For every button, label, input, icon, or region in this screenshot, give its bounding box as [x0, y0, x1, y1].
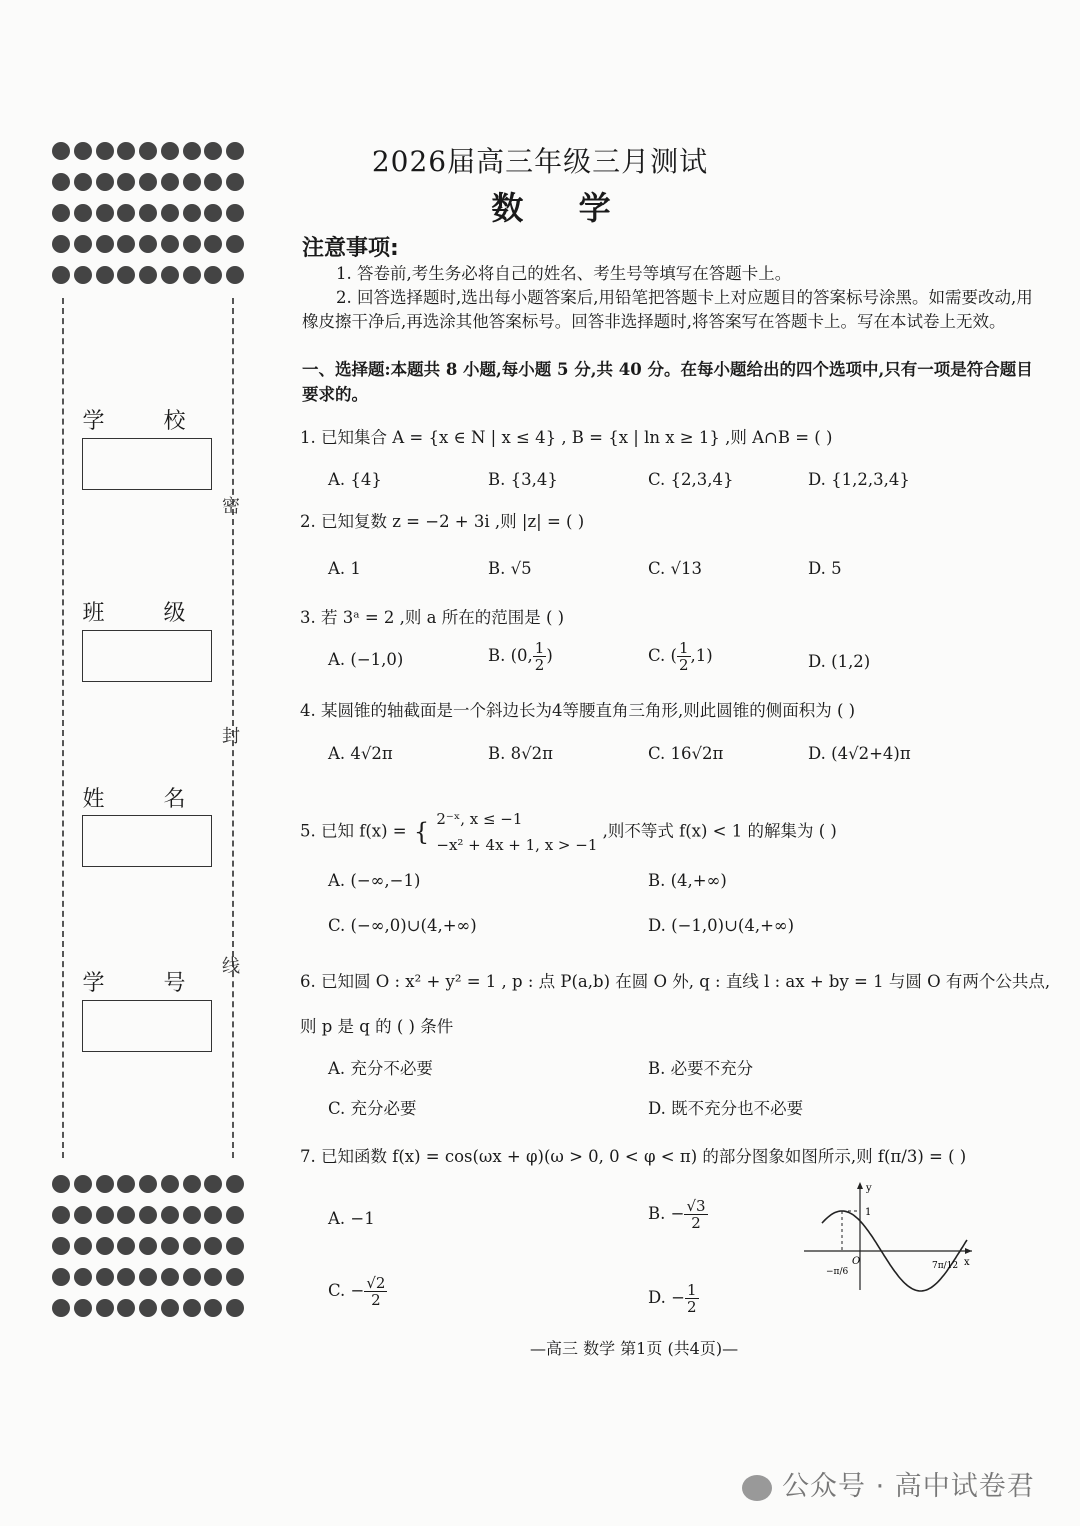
dot [139, 1268, 157, 1286]
dot-row [52, 1261, 244, 1292]
school-label: 学 校 [82, 409, 212, 434]
fraction-sqrt2 [364, 1275, 387, 1308]
q1-option-a[interactable]: A. {4} [328, 470, 382, 489]
dot [183, 266, 201, 284]
q5-case-2: −x² + 4x + 1, x > −1 [436, 836, 598, 854]
dot-row [52, 228, 244, 259]
dot [226, 1206, 244, 1224]
dot [226, 1175, 244, 1193]
dot [74, 1175, 92, 1193]
section-heading: 一、选择题:本题共 8 小题,每小题 5 分,共 40 分。在每小题给出的四个选项中,只有一项是符合题目要求的。 [302, 360, 1033, 404]
dot [161, 1268, 179, 1286]
graph-origin-label: O [852, 1256, 861, 1267]
watermark [742, 1464, 1035, 1503]
fraction-den: 2 [691, 1214, 701, 1232]
graph-x-right-label: 7π/12 [932, 1261, 959, 1271]
page-footer: —高三 数学 第1页 (共4页)— [530, 1339, 739, 1358]
q7-option-b[interactable] [648, 1198, 708, 1231]
question-3-stem: 3. 若 3ᵃ = 2 ,则 a 所在的范围是 ( ) [300, 608, 565, 627]
class-label: 班 级 [82, 601, 212, 626]
seal-char-feng: 封 [222, 726, 240, 747]
question-1-stem: 1. 已知集合 A = {x ∈ N | x ≤ 4} , B = {x | ln x ≥ 1} ,则 A∩B = ( ) [300, 428, 833, 447]
dot [161, 1299, 179, 1317]
bottom-dot-grid [52, 1168, 244, 1323]
dot [52, 1206, 70, 1224]
q2-option-a[interactable]: A. 1 [328, 559, 361, 578]
dot [183, 235, 201, 253]
student-id-label: 学 号 [82, 971, 212, 996]
dot [96, 235, 114, 253]
q6-option-b[interactable]: B. 必要不充分 [648, 1059, 754, 1078]
q4-option-a[interactable]: A. 4√2π [328, 744, 393, 763]
dot [183, 1206, 201, 1224]
dot [226, 1299, 244, 1317]
dot [52, 235, 70, 253]
dot [74, 1268, 92, 1286]
q5-stem-post: ,则不等式 f(x) < 1 的解集为 ( ) [602, 821, 837, 841]
wechat-icon [742, 1475, 772, 1501]
dot [161, 1206, 179, 1224]
q3-option-c-prefix: C. ( [648, 646, 677, 665]
dot [226, 235, 244, 253]
q5-option-b[interactable]: B. (4,+∞) [648, 871, 727, 890]
dot [52, 1237, 70, 1255]
graph-x-left-label: −π/6 [826, 1267, 849, 1277]
question-6-stem: 6. 已知圆 O : x² + y² = 1 , p : 点 P(a,b) 在圆 O 外, q : 直线 l : ax + by = 1 与圆 O 有两个公共点, [300, 972, 1051, 991]
dot [117, 235, 135, 253]
graph-x-label: x [964, 1257, 970, 1268]
dot [117, 1268, 135, 1286]
graph-y-tick-label: 1 [865, 1207, 872, 1218]
question-5-stem [300, 806, 837, 858]
dot [74, 1237, 92, 1255]
seal-char-mi: 密 [222, 496, 240, 517]
seal-char-xian: 线 [222, 956, 240, 977]
q5-brace: { [413, 818, 430, 846]
fraction-num: √3 [686, 1197, 706, 1215]
fraction-den: 2 [534, 656, 545, 674]
dot [204, 1299, 222, 1317]
dot [183, 1175, 201, 1193]
q1-option-b[interactable]: B. {3,4} [488, 470, 558, 489]
q5-option-d[interactable]: D. (−1,0)∪(4,+∞) [648, 916, 795, 935]
dot [74, 1299, 92, 1317]
dot [117, 1299, 135, 1317]
dot [74, 266, 92, 284]
question-7-stem: 7. 已知函数 f(x) = cos(ωx + φ)(ω > 0, 0 < φ < π) 的部分图象如图所示,则 f(π/3) = ( ) [300, 1147, 967, 1166]
graph-y-label: y [866, 1183, 872, 1194]
dot [74, 1206, 92, 1224]
q3-option-b[interactable]: B. (0, $\frac{1}{2}$ ) [488, 639, 553, 674]
fraction-one-half-d [685, 1282, 699, 1315]
dot [96, 1175, 114, 1193]
graph-x-arrow [965, 1248, 972, 1254]
class-field[interactable] [82, 630, 212, 682]
fraction-num: 1 [678, 639, 689, 657]
q5-cases [436, 806, 597, 858]
dot [96, 1206, 114, 1224]
q4-option-d[interactable]: D. (4√2+4)π [808, 744, 911, 763]
dot [96, 266, 114, 284]
q6-option-d[interactable]: D. 既不充分也不必要 [648, 1099, 804, 1118]
q5-option-a[interactable]: A. (−∞,−1) [328, 871, 421, 890]
dot [226, 1268, 244, 1286]
dot [117, 1206, 135, 1224]
q7-option-d-prefix: D. − [648, 1288, 685, 1307]
question-6-stem-line2: 则 p 是 q 的 ( ) 条件 [300, 1017, 454, 1036]
dot [226, 266, 244, 284]
fraction-den: 2 [371, 1291, 381, 1309]
q2-option-d[interactable]: D. 5 [808, 559, 842, 578]
name-field[interactable] [82, 815, 212, 867]
dot [161, 266, 179, 284]
dot-row [52, 1199, 244, 1230]
dot [139, 235, 157, 253]
q3-option-c[interactable]: C. ( $\frac{1}{2}$ ,1) [648, 639, 713, 674]
q7-option-a[interactable]: A. −1 [328, 1209, 375, 1228]
dot [161, 1175, 179, 1193]
q7-option-d[interactable] [648, 1282, 699, 1315]
dot-row [52, 1292, 244, 1323]
q4-option-b[interactable]: B. 8√2π [488, 744, 553, 763]
q5-case-1: 2⁻ˣ, x ≤ −1 [436, 810, 523, 828]
dot [161, 235, 179, 253]
fraction-sqrt3 [684, 1198, 707, 1231]
dot [117, 266, 135, 284]
school-field[interactable] [82, 438, 212, 490]
q3-option-b-prefix: B. (0, [488, 646, 533, 665]
notice-item-2: 2. 回答选择题时,选出每小题答案后,用铅笔把答题卡上对应题目的答案标号涂黑。如需要改动,用橡皮擦干净后,再选涂其他答案标号。回答非选择题时,将答案写在答题卡上。写在本试卷上无效。 [302, 288, 1033, 331]
notice-item-1: 1. 答卷前,考生务必将自己的姓名、考生号等填写在答题卡上。 [336, 264, 792, 283]
q6-option-c[interactable]: C. 充分必要 [328, 1099, 417, 1118]
q1-option-d[interactable]: D. {1,2,3,4} [808, 470, 910, 489]
dot [183, 1299, 201, 1317]
dot [52, 1299, 70, 1317]
dot [204, 1237, 222, 1255]
dot-row [52, 1230, 244, 1261]
q6-option-a[interactable]: A. 充分不必要 [328, 1059, 433, 1078]
dot [204, 1175, 222, 1193]
q7-option-b-prefix: B. − [648, 1204, 685, 1223]
dot [183, 1268, 201, 1286]
question-4-stem: 4. 某圆锥的轴截面是一个斜边长为4等腰直角三角形,则此圆锥的侧面积为 ( ) [300, 701, 856, 720]
dot [139, 1237, 157, 1255]
dot [96, 1268, 114, 1286]
notice-heading: 注意事项: [302, 236, 399, 261]
q5-stem-pre: 5. 已知 f(x) = [300, 821, 407, 841]
dot [204, 235, 222, 253]
fraction-one-half-c [677, 640, 691, 673]
name-label: 姓 名 [82, 787, 212, 812]
dot [139, 1299, 157, 1317]
dot [204, 266, 222, 284]
cosine-graph [800, 1178, 980, 1293]
dot [139, 1206, 157, 1224]
dot [204, 1206, 222, 1224]
exam-subject: 数 学 [491, 189, 633, 227]
q4-option-c[interactable]: C. 16√2π [648, 744, 724, 763]
q3-option-d[interactable]: D. (1,2) [808, 652, 871, 671]
q7-option-c-prefix: C. − [328, 1281, 365, 1300]
fraction-num: 1 [534, 639, 545, 657]
q2-option-c[interactable]: C. √13 [648, 559, 703, 578]
question-2-stem: 2. 已知复数 z = −2 + 3i ,则 |z| = ( ) [300, 512, 585, 531]
dot [161, 1237, 179, 1255]
fraction-one-half-b [533, 640, 547, 673]
dot-row [52, 259, 244, 290]
dot [139, 1175, 157, 1193]
watermark-text: 公众号 · 高中试卷君 [782, 1471, 1035, 1502]
dot [183, 1237, 201, 1255]
graph-y-arrow [857, 1182, 863, 1189]
dot [226, 1237, 244, 1255]
fraction-den: 2 [678, 656, 689, 674]
dot-row [52, 1168, 244, 1199]
q2-option-b[interactable]: B. √5 [488, 559, 532, 578]
dot [204, 1268, 222, 1286]
q5-option-c[interactable]: C. (−∞,0)∪(4,+∞) [328, 916, 477, 935]
q3-option-a[interactable]: A. (−1,0) [328, 650, 404, 669]
q7-option-c[interactable] [328, 1275, 387, 1308]
fraction-num: 1 [686, 1281, 697, 1299]
binding-line-left [62, 298, 64, 1158]
dot [74, 235, 92, 253]
q1-option-c[interactable]: C. {2,3,4} [648, 470, 734, 489]
dot [117, 1175, 135, 1193]
fraction-den: 2 [686, 1298, 697, 1316]
dot [52, 1268, 70, 1286]
exam-title: 2026届高三年级三月测试 [371, 145, 709, 178]
fraction-num: √2 [366, 1274, 386, 1292]
student-id-field[interactable] [82, 1000, 212, 1052]
dot [52, 1175, 70, 1193]
dot [117, 1237, 135, 1255]
dot [52, 266, 70, 284]
dot [96, 1299, 114, 1317]
dot [96, 1237, 114, 1255]
dot [139, 266, 157, 284]
